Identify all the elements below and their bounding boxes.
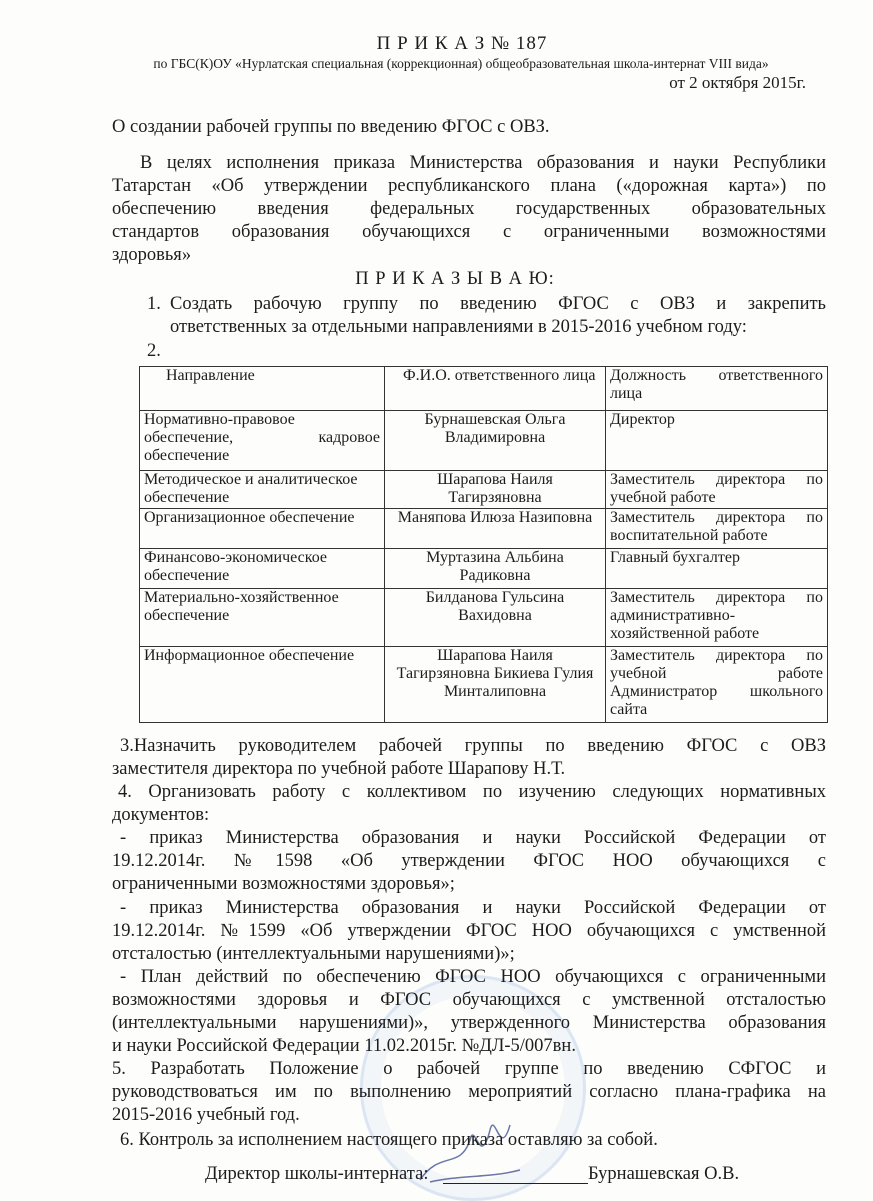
table-row — [140, 549, 828, 589]
cell-position: Заместитель директора по учебной работе — [606, 471, 828, 509]
cell-responsible-name: Шарапова Наиля Тагирзяновна Бикиева Гулия Минталиповна — [385, 647, 606, 723]
table-header-row — [140, 367, 828, 411]
organization-name: по ГБС(К)ОУ «Нурлатская специальная (коррекционная) общеобразовательная школа-интернат VIII вида» — [153, 56, 769, 71]
preamble-line: здоровья» — [112, 245, 192, 265]
body-line: заместителя директора по учебной работе Шарапову Н.Т. — [112, 759, 566, 779]
body-line: 3.Назначить руководителем рабочей группы по введению ФГОС с ОВЗ — [120, 736, 826, 756]
body-line: - План действий по обеспечению ФГОС НОО обучающихся с ограниченными — [120, 967, 826, 987]
cell-direction: Материально-хозяйственное обеспечение — [140, 589, 385, 647]
cell-responsible-name: Маняпова Илюза Назиповна — [385, 509, 606, 549]
body-line: 2015-2016 учебный год. — [112, 1105, 300, 1125]
cell-position: Заместитель директора по воспитательной работе — [606, 509, 828, 549]
body-line: 5. Разработать Положение о рабочей группе по введению СФГОС и — [112, 1059, 826, 1079]
order-word: П Р И К А З Ы В А Ю: — [355, 269, 555, 289]
body-line: 19.12.2014г. №1599 «Об утверждении ФГОС НОО обучающихся с умственной — [112, 921, 826, 941]
item2-number: 2. — [147, 341, 161, 361]
cell-direction: Финансово-экономическое обеспечение — [140, 549, 385, 589]
item1-line: ответственных за отдельными направлениями в 2015-2016 учебном году: — [170, 317, 747, 337]
cell-direction: Организационное обеспечение — [140, 509, 385, 549]
body-line: - приказ Министерства образования и науки Российской Федерации от — [120, 898, 826, 918]
cell-responsible-name: Бурнашевская Ольга Владимировна — [385, 411, 606, 471]
cell-position: Директор — [606, 411, 828, 471]
header-name: Ф.И.О. ответственного лица — [385, 367, 606, 411]
body-line: 19.12.2014г. №1598 «Об утверждении ФГОС НОО обучающихся с — [112, 851, 826, 871]
body-line: и науки Российской Федерации 11.02.2015г. №ДЛ-5/007вн. — [112, 1036, 576, 1056]
header-position: Должность ответственного лица — [606, 367, 828, 411]
cell-direction: Нормативно-правовое обеспечение, кадровое обеспечение — [140, 411, 385, 471]
cell-responsible-name: Билданова Гульсина Вахидовна — [385, 589, 606, 647]
body-line: ограниченными возможностями здоровья»; — [112, 874, 455, 894]
order-title: П Р И К А З № 187 — [376, 33, 548, 54]
table-row — [140, 647, 828, 723]
body-line: 4. Организовать работу с коллективом по изучению следующих нормативных — [118, 782, 826, 802]
item1-number: 1. — [147, 294, 161, 314]
signature-position: Директор школы-интерната: — [205, 1164, 429, 1184]
table-row — [140, 411, 828, 471]
cell-responsible-name: Шарапова Наиля Тагирзяновна — [385, 471, 606, 509]
signature-name: Бурнашевская О.В. — [588, 1164, 740, 1184]
responsibility-table — [139, 366, 828, 723]
signature-line — [443, 1183, 588, 1184]
preamble-line: Татарстан «Об утверждении республиканского плана («дорожная карта») по — [112, 176, 826, 196]
cell-position: Заместитель директора по учебной работе Администратор школьного сайта — [606, 647, 828, 723]
body-line: (интеллектуальными нарушениями)», утвержденного Министерства образования — [112, 1013, 826, 1033]
body-line: отсталостью (интеллектуальными нарушениями)»; — [112, 944, 515, 964]
cell-position: Главный бухгалтер — [606, 549, 828, 589]
body-line: документов: — [112, 805, 210, 825]
cell-direction: Информационное обеспечение — [140, 647, 385, 723]
item1-line: Создать рабочую группу по введению ФГОС с ОВЗ и закрепить — [170, 294, 826, 314]
preamble-line: стандартов образования обучающихся с ограниченными возможностями — [112, 222, 826, 242]
order-date: от 2 октября 2015г. — [669, 73, 806, 92]
cell-position: Заместитель директора по административно-хозяйственной работе — [606, 589, 828, 647]
cell-direction: Методическое и аналитическое обеспечение — [140, 471, 385, 509]
body-line: руководствоваться им по выполнению мероприятий согласно плана-графика на — [112, 1082, 826, 1102]
body-line: 6. Контроль за исполнением настоящего приказа оставляю за собой. — [120, 1130, 658, 1150]
table-row — [140, 509, 828, 549]
table-row — [140, 471, 828, 509]
body-line: возможностями здоровья и ФГОС обучающихся с умственной отсталостью — [112, 990, 826, 1010]
preamble-line: обеспечению введения федеральных государственных образовательных — [112, 199, 826, 219]
order-subject: О создании рабочей группы по введению ФГОС с ОВЗ. — [112, 117, 550, 137]
preamble-line: В целях исполнения приказа Министерства образования и науки Республики — [140, 153, 826, 173]
table-row — [140, 589, 828, 647]
header-direction: Направление — [140, 367, 385, 411]
body-line: - приказ Министерства образования и науки Российской Федерации от — [120, 828, 826, 848]
cell-responsible-name: Муртазина Альбина Радиковна — [385, 549, 606, 589]
